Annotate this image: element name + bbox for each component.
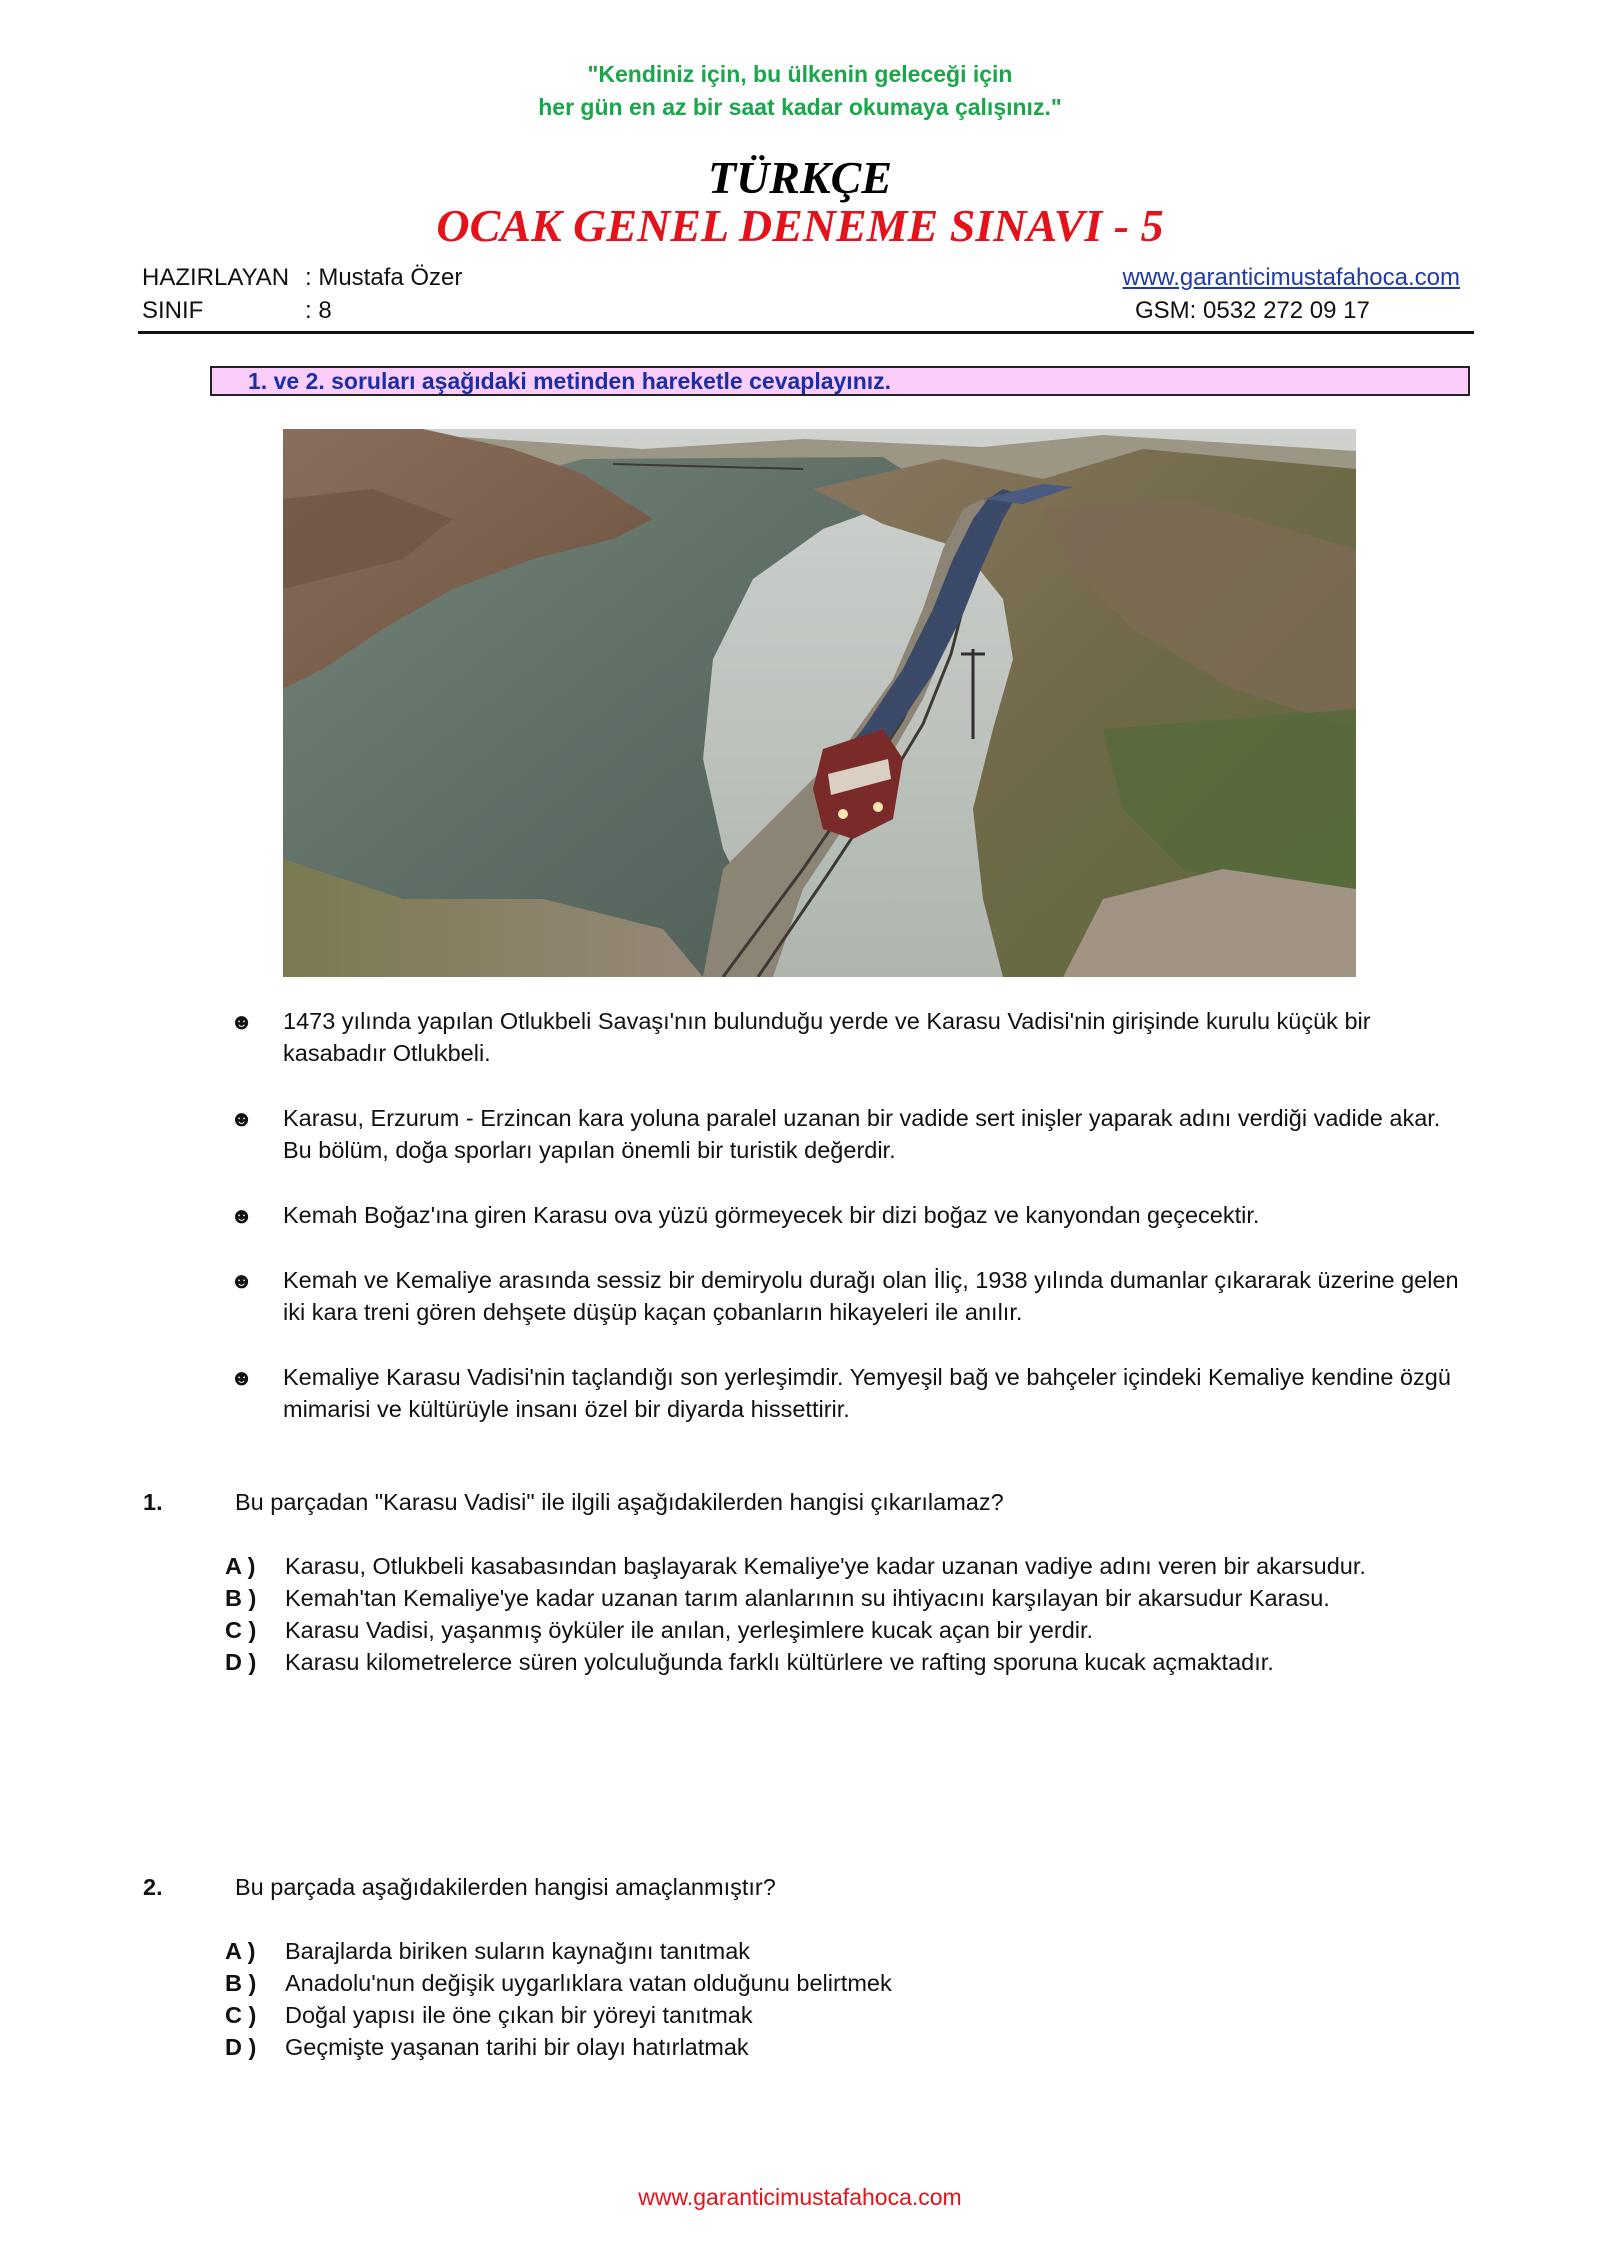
option-label: B )	[225, 1970, 257, 1996]
question-number: 2.	[143, 1874, 163, 1900]
option-label: A )	[225, 1938, 256, 1964]
passage-item	[230, 1264, 1460, 1328]
header-divider	[138, 331, 1474, 334]
passage-item	[230, 1102, 1460, 1166]
option-label: A )	[225, 1553, 256, 1579]
passage-item	[230, 1199, 1460, 1231]
option-text: Geçmişte yaşanan tarihi bir olayı hatırlatmak	[285, 2034, 749, 2060]
exam-title: OCAK GENEL DENEME SINAVI - 5	[436, 200, 1164, 251]
smiley-bullet-icon: ☻	[230, 1268, 254, 1293]
motto-line-1: "Kendiniz için, bu ülkenin geleceği için	[587, 61, 1013, 87]
prepared-by-value: : Mustafa Özer	[305, 264, 463, 291]
answer-option-d[interactable]	[225, 1646, 1473, 1678]
question-number: 1.	[143, 1489, 163, 1515]
question-text: Bu parçada aşağıdakilerden hangisi amaçlanmıştır?	[235, 1874, 776, 1900]
option-text: Anadolu'nun değişik uygarlıklara vatan olduğunu belirtmek	[285, 1970, 892, 1996]
option-label: B )	[225, 1585, 257, 1611]
smiley-bullet-icon: ☻	[230, 1365, 254, 1390]
answer-option-a[interactable]	[225, 1935, 1473, 1967]
option-text: Barajlarda biriken suların kaynağını tanıtmak	[285, 1938, 751, 1964]
smiley-bullet-icon: ☻	[230, 1106, 254, 1131]
passage-text: Karasu, Erzurum - Erzincan kara yoluna paralel uzanan bir vadide sert inişler yaparak adını verdiği vadide akar. Bu bölüm, doğa sporları yapılan önemli bir turistik değerdir.	[283, 1105, 1441, 1163]
option-label: C )	[225, 1617, 257, 1643]
page-title: TÜRKÇE	[707, 152, 893, 203]
answer-options	[225, 1550, 1473, 1678]
passage-item	[230, 1361, 1460, 1425]
answer-option-d[interactable]	[225, 2031, 1473, 2063]
option-label: C )	[225, 2002, 257, 2028]
class-label: SINIF	[142, 297, 204, 324]
passage-item	[230, 1005, 1460, 1069]
option-text: Karasu, Otlukbeli kasabasından başlayarak Kemaliye'ye kadar uzanan vadiye adını veren bir akarsudur.	[285, 1553, 1366, 1579]
smiley-bullet-icon: ☻	[230, 1009, 254, 1034]
passage-list	[230, 1005, 1460, 1458]
passage-text: Kemaliye Karasu Vadisi'nin taçlandığı son yerleşimdir. Yemyeşil bağ ve bahçeler içindeki Kemaliye kendine özgü mimarisi ve kültürüyle insanı özel bir diyarda hissettirir.	[283, 1364, 1451, 1422]
valley-train-photo	[283, 429, 1356, 977]
option-text: Doğal yapısı ile öne çıkan bir yöreyi tanıtmak	[285, 2002, 753, 2028]
answer-option-c[interactable]	[225, 1614, 1473, 1646]
prepared-by-label: HAZIRLAYAN	[142, 264, 290, 291]
footer-website[interactable]: www.garanticimustafahoca.com	[638, 2184, 962, 2210]
option-label: D )	[225, 2034, 257, 2060]
passage-text: 1473 yılında yapılan Otlukbeli Savaşı'nın bulunduğu yerde ve Karasu Vadisi'nin girişinde kurulu küçük bir kasabadır Otlukbeli.	[283, 1008, 1371, 1066]
option-text: Karasu kilometrelerce süren yolculuğunda farklı kültürlere ve rafting sporuna kucak açmaktadır.	[285, 1649, 1274, 1675]
class-info	[142, 296, 332, 326]
motto-line-2: her gün en az bir saat kadar okumaya çalışınız."	[538, 94, 1062, 120]
class-value: : 8	[305, 297, 332, 324]
answer-option-a[interactable]	[225, 1550, 1473, 1582]
option-text: Karasu Vadisi, yaşanmış öyküler ile anılan, yerleşimlere kucak açan bir yerdir.	[285, 1617, 1094, 1643]
option-text: Kemah'tan Kemaliye'ye kadar uzanan tarım alanlarının su ihtiyacını karşılayan bir akarsudur Karasu.	[285, 1585, 1330, 1611]
answer-option-b[interactable]	[225, 1582, 1473, 1614]
prepared-by	[142, 263, 462, 293]
smiley-bullet-icon: ☻	[230, 1203, 254, 1228]
answer-option-b[interactable]	[225, 1967, 1473, 1999]
instruction-box: 1. ve 2. soruları aşağıdaki metinden hareketle cevaplayınız.	[210, 366, 1470, 396]
passage-text: Kemah Boğaz'ına giren Karasu ova yüzü görmeyecek bir dizi boğaz ve kanyondan geçecektir.	[283, 1202, 1260, 1228]
gsm-number: GSM: 0532 272 09 17	[1135, 297, 1370, 324]
passage-text: Kemah ve Kemaliye arasında sessiz bir demiryolu durağı olan İliç, 1938 yılında dumanlar çıkararak üzerine gelen iki kara treni gören dehşete düşüp kaçan çobanların hikayeleri ile anılır.	[283, 1267, 1459, 1325]
answer-option-c[interactable]	[225, 1999, 1473, 2031]
website-link[interactable]: www.garanticimustafahoca.com	[1122, 264, 1460, 291]
question-text: Bu parçadan "Karasu Vadisi" ile ilgili aşağıdakilerden hangisi çıkarılamaz?	[235, 1489, 1004, 1515]
motto-quote	[0, 58, 1600, 124]
answer-options	[225, 1935, 1473, 2063]
option-label: D )	[225, 1649, 257, 1675]
